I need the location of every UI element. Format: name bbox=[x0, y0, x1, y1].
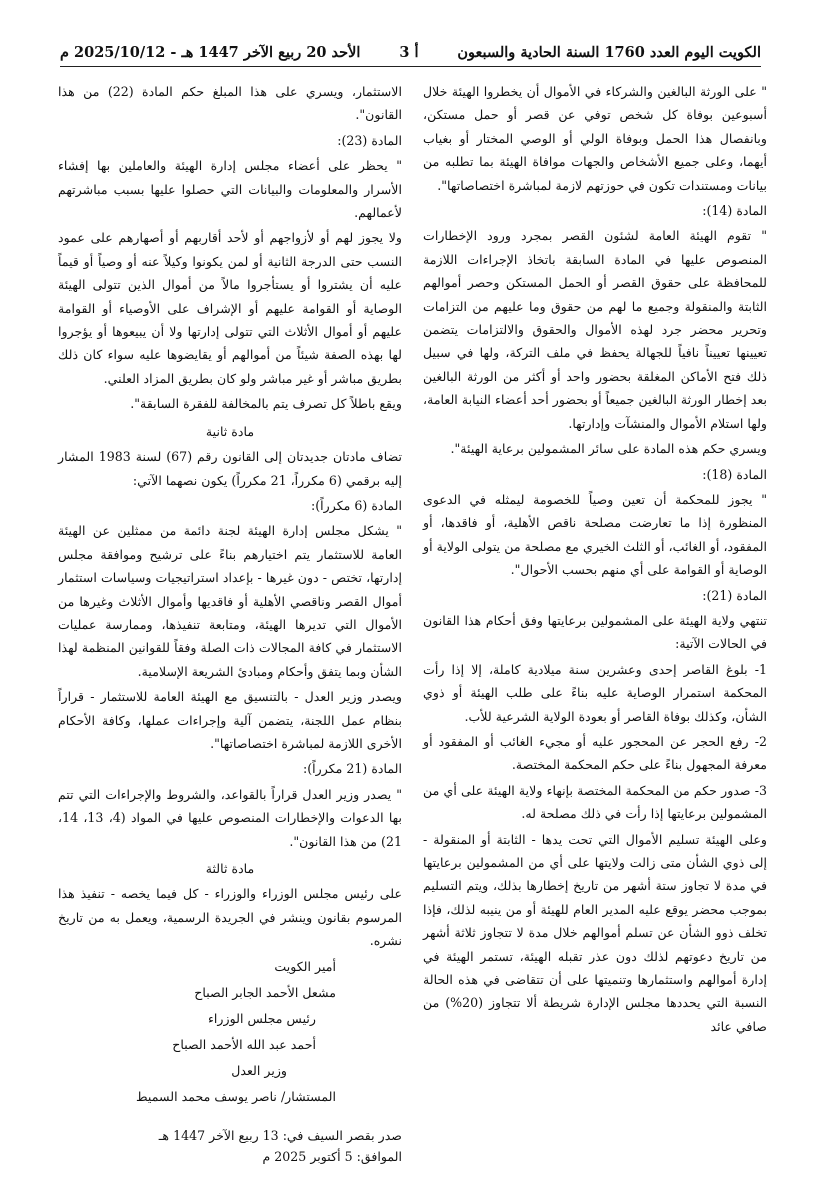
paragraph: الاستثمار، ويسري على هذا المبلغ حكم المادة (22) من هذا القانون". bbox=[58, 84, 402, 123]
list-item: 2- رفع الحجر عن المحجور عليه أو مجيء الغائب أو المفقود أو معرفة المجهول بناءً على حكم المحكمة المختصة. bbox=[423, 733, 767, 773]
paragraph: على رئيس مجلس الوزراء والوزراء - كل فيما يخصه - تنفيذ هذا المرسوم بقانون وينشر في الجريدة الرسمية، ويعمل به من تاريخ نشره. bbox=[58, 886, 402, 949]
article-heading: المادة (21 مكرراً): bbox=[303, 761, 402, 777]
paragraph: " تقوم الهيئة العامة لشئون القصر بمجرد ورود الإخطارات المنصوص عليها في المادة السابقة باتخاذ الإجراءات اللازمة للمحافظة على حقوق القصر أو الحمل المستكن وحصر أموالهم الثابتة والمنقولة وجميع ما لهم من حقوق وما عليهم من التزامات وتحرير محضر جرد لهذه الأموال والحقوق والالتزامات يتضمن تعيينها تعييناً نافياً للجهالة يحفظ في ملف التركة، ولها في سبيل ذلك فتح الأماكن المغلقة بحضور واحد أو أكثر من الورثة البالغين بعد إخطار الورثة البالغين جميعاً أو بحضور أحد أعضاء النيابة العامة، ولها استلام الأموال والمنشآت وإدارتها. bbox=[423, 228, 767, 431]
paragraph: ويقع باطلاً كل تصرف يتم بالمخالفة للفقرة السابقة". bbox=[130, 396, 402, 412]
emir-name: مشعل الأحمد الجابر الصباح bbox=[194, 984, 336, 1000]
paragraph: تنتهي ولاية الهيئة على المشمولين برعايتها وفق أحكام هذا القانون في الحالات الآتية: bbox=[423, 612, 767, 652]
paragraph: ويسري حكم هذه المادة على سائر المشمولين برعاية الهيئة". bbox=[450, 441, 767, 457]
right-column bbox=[423, 80, 767, 1040]
article-heading: المادة (23): bbox=[337, 132, 402, 148]
emir-title: أمير الكويت bbox=[274, 958, 336, 974]
paragraph: " يجوز للمحكمة أن تعين وصياً للخصومة ليمثله في الدعوى المنظورة إذا ما تعارضت مصلحة ناقص الأهلية، أو فاقدها، أو المفقود، أو الغائب، أو الثلث الخيري مع مصلحة من يتولى الولاية أو الوصاية أو القوامة على أي منهم بحسب الأحوال". bbox=[423, 491, 767, 578]
paragraph: " يصدر وزير العدل قراراً بالقواعد، والشروط والإجراءات التي تتم بها الدعوات والإخطارات المنصوص عليها في المواد (4، 13، 14، 21) من هذا القانون". bbox=[58, 786, 402, 849]
header-page-number: أ 3 bbox=[399, 44, 419, 61]
issued-gregorian-date: الموافق: 5 أكتوبر 2025 م bbox=[262, 1148, 402, 1164]
section-heading: مادة ثانية bbox=[205, 423, 255, 439]
section-heading: مادة ثالثة bbox=[205, 861, 255, 876]
list-item: 1- بلوغ القاصر إحدى وعشرين سنة ميلادية كاملة، إلا إذا رأت المحكمة استمرار الوصاية عليه بناءً على طلب الهيئة أو ذوي الشأن، وكذلك بوفاة القاصر أو بعودة الولاية الشرعية للأب. bbox=[423, 661, 768, 724]
issued-place-date: صدر بقصر السيف في: 13 ربيع الآخر 1447 هـ bbox=[158, 1127, 402, 1143]
left-column bbox=[58, 80, 402, 1167]
justice-title: وزير العدل bbox=[231, 1062, 287, 1078]
article-heading: المادة (18): bbox=[702, 466, 767, 482]
header-date: الأحد 20 ربيع الآخر 1447 هـ - 2025/10/12 م bbox=[60, 44, 361, 61]
paragraph: وعلى الهيئة تسليم الأموال التي تحت يدها - الثابتة أو المنقولة - إلى ذوي الشأن متى زالت ولايتها على أي من المشمولين برعايتها في مدة لا تجاوز ستة أشهر من تاريخ إخطارها بذلك، ويتم التسليم بموجب محضر يوقع عليه المدير العام للهيئة أو من ينيبه لذلك، فإذا تخلف ذوو الشأن عن تسلم أموالهم خلال مدة لا تتجاوز ثلاثة أشهر من تاريخ دعوتهم لذلك دون عذر تقبله الهيئة، تستمر الهيئة في إدارة أموالهم واستثمارها وتنميتها على أن تتقاضى في هذه الحالة النسبة التي يحددها مجلس الإدارة شريطة ألا تتجاوز (20%) من صافي عائد bbox=[423, 831, 767, 1034]
justice-name: المستشار/ ناصر يوسف محمد السميط bbox=[135, 1088, 336, 1104]
paragraph: " يحظر على أعضاء مجلس إدارة الهيئة والعاملين بها إفشاء الأسرار والمعلومات والبيانات التي حصلوا عليها بسبب مباشرتهم لأعمالهم. bbox=[58, 158, 402, 221]
paragraph: تضاف مادتان جديدتان إلى القانون رقم (67) لسنة 1983 المشار إليه برقمي (6 مكرراً، 21 مكرراً) يكون نصهما الآتي: bbox=[58, 449, 402, 488]
paragraph: ولا يجوز لهم أو لأزواجهم أو لأحد أقاربهم أو أصهارهم على عمود النسب حتى الدرجة الثانية أو لمن يكونوا وكيلاً عنه أو وصياً أو قيماً عليه أن يشتروا أو يستأجروا مالاً من أموال الذين تتولى الهيئة الوصاية أو القوامة عليهم أو الإشراف على الأوصياء أو القوامة عليهم أو أموال الأثلاث التي تتولى إدارتها ولا أن يبيعوها أو يؤجروا لها بهذه الصفة شيئاً من أموالهم أو يقايضوها عليه سواء كان ذلك بطريق مباشر أو غير مباشر ولو كان بطريق المزاد العلني. bbox=[58, 230, 402, 386]
signature-block bbox=[58, 955, 402, 1109]
article-heading: المادة (21): bbox=[702, 587, 767, 603]
article-heading: المادة (14): bbox=[702, 203, 767, 219]
page-header bbox=[60, 44, 761, 67]
list-item: 3- صدور حكم من المحكمة المختصة بإنهاء ولاية الهيئة على أي من المشمولين برعايتها إذا رأت في ذلك مصلحة له. bbox=[423, 782, 767, 822]
pm-title: رئيس مجلس الوزراء bbox=[208, 1010, 316, 1026]
pm-name: أحمد عبد الله الأحمد الصباح bbox=[172, 1036, 316, 1052]
issue-date-block bbox=[58, 1125, 402, 1167]
article-heading: المادة (6 مكرراً): bbox=[311, 497, 402, 513]
header-issue: الكويت اليوم العدد 1760 السنة الحادية والسبعون bbox=[457, 44, 761, 61]
paragraph: " على الورثة البالغين والشركاء في الأموال أن يخطروا الهيئة خلال أسبوعين بوفاة كل شخص توفي عن قصر أو حمل مستكن، وبانفصال هذا الحمل وبوفاة الولي أو الوصي المختار أو بغياب أيهما، وعلى جميع الأشخاص والجهات موافاة الهيئة بما تطلبه من بيانات ومستندات تكون في حوزتهم لازمة لمباشرة اختصاصاتها". bbox=[423, 84, 767, 193]
paragraph: ويصدر وزير العدل - بالتنسيق مع الهيئة العامة للاستثمار - قراراً بنظام عمل اللجنة، يتضمن آلية وإجراءات عملها، وكافة الأحكام الأخرى اللازمة لمباشرة اختصاصاتها". bbox=[58, 689, 402, 751]
paragraph: " يشكل مجلس إدارة الهيئة لجنة دائمة من ممثلين عن الهيئة العامة للاستثمار يتم اختيارهم بناءً على ترشيح وموافقة مجلس إدارتها، تختص - دون غيرها - بإعداد استراتيجيات وسياسات استثمار أموال القصر وناقصي الأهلية أو فاقديها وأموال الأثلاث وغيرها من الأموال التي تديرها الهيئة، ومتابعة تنفيذها، وممارسة عمليات الاستثمار في كافة المجالات ذات الصلة وفقاً للقوانين المنظمة لهذا الشأن وبما يتفق وأحكام ومبادئ الشريعة الإسلامية. bbox=[58, 523, 402, 679]
